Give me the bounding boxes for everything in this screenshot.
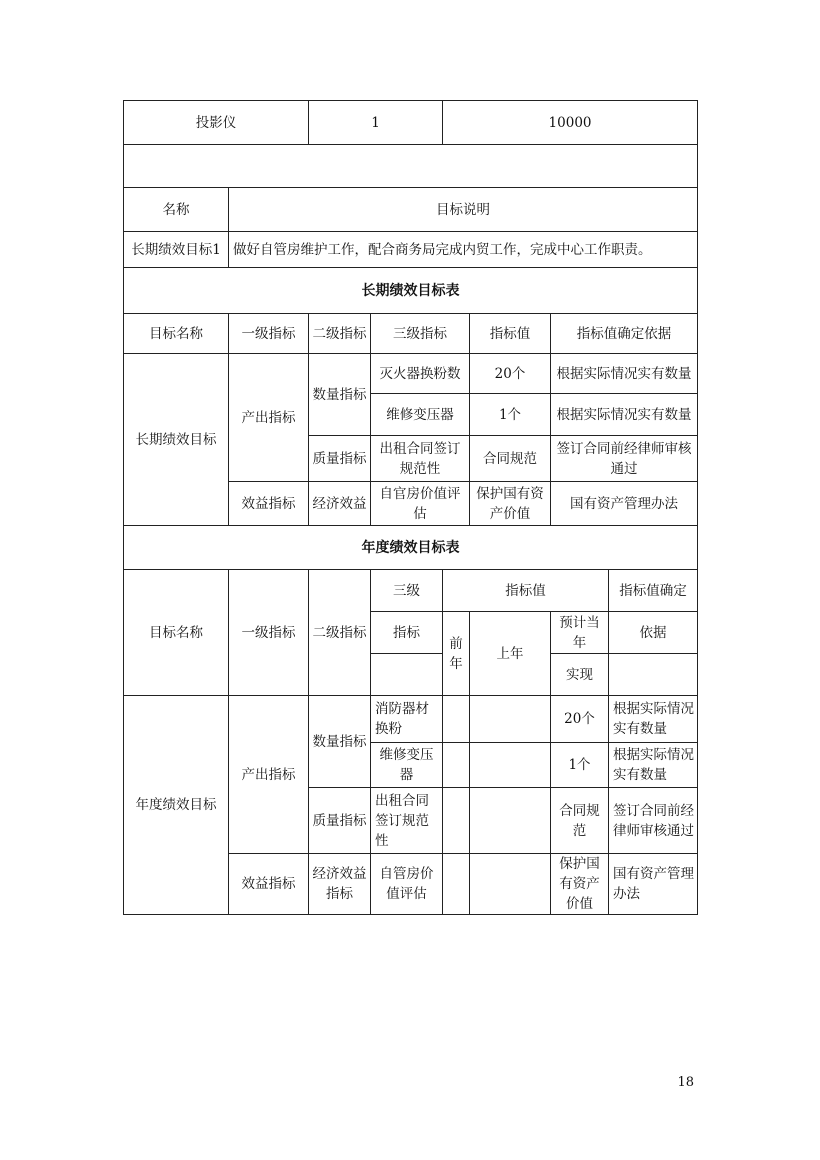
an-header-expected-bottom: 实现 [551, 654, 609, 696]
an-output-indicator: 产出指标 [229, 696, 309, 854]
lt-quantity-indicator: 数量指标 [309, 354, 371, 436]
an-header-level3-blank [371, 654, 443, 696]
page-number: 18 [677, 1075, 694, 1090]
an-header-prev-year: 前年 [443, 612, 470, 696]
lt-row4-value: 保护国有资产价值 [470, 482, 551, 526]
an-row4-expected: 保护国有资产价值 [551, 854, 609, 915]
item-qty-cell: 1 [309, 101, 443, 145]
lt-header-basis: 指标值确定依据 [551, 314, 698, 354]
an-header-level3-mid: 指标 [371, 612, 443, 654]
an-header-level2: 二级指标 [309, 570, 371, 696]
an-benefit-indicator: 效益指标 [229, 854, 309, 915]
lt-header-level3: 三级指标 [371, 314, 470, 354]
an-header-target: 目标名称 [124, 570, 229, 696]
an-header-last-year: 上年 [470, 612, 551, 696]
an-row1-prev [443, 696, 470, 743]
lt-row1-value: 20个 [470, 354, 551, 394]
an-header-value: 指标值 [443, 570, 609, 612]
an-header-level3-top: 三级 [371, 570, 443, 612]
an-row3-level3: 出租合同签订规范性 [371, 788, 443, 854]
an-row2-prev [443, 743, 470, 788]
an-row1-expected: 20个 [551, 696, 609, 743]
an-target-name: 年度绩效目标 [124, 696, 229, 915]
an-row1-basis: 根据实际情况实有数量 [609, 696, 698, 743]
lt-header-level1: 一级指标 [229, 314, 309, 354]
an-row3-expected: 合同规范 [551, 788, 609, 854]
annual-table-title: 年度绩效目标表 [124, 526, 698, 570]
lt-row2-level3: 维修变压器 [371, 394, 470, 436]
an-row2-expected: 1个 [551, 743, 609, 788]
lt-header-level2: 二级指标 [309, 314, 371, 354]
lt-row3-basis: 签订合同前经律师审核通过 [551, 436, 698, 482]
lt-row1-basis: 根据实际情况实有数量 [551, 354, 698, 394]
an-header-expected-top: 预计当年 [551, 612, 609, 654]
lt-row2-basis: 根据实际情况实有数量 [551, 394, 698, 436]
lt-row3-level3: 出租合同签订规范性 [371, 436, 470, 482]
an-header-level1: 一级指标 [229, 570, 309, 696]
lt-benefit-indicator: 效益指标 [229, 482, 309, 526]
lt-economic-indicator: 经济效益 [309, 482, 371, 526]
lt-row4-basis: 国有资产管理办法 [551, 482, 698, 526]
lt-target-name: 长期绩效目标 [124, 354, 229, 526]
an-row4-last [470, 854, 551, 915]
an-quality-indicator: 质量指标 [309, 788, 371, 854]
long-term-table-title: 长期绩效目标表 [124, 268, 698, 314]
an-row1-level3: 消防器材换粉 [371, 696, 443, 743]
lt-row4-level3: 自官房价值评估 [371, 482, 470, 526]
an-quantity-indicator: 数量指标 [309, 696, 371, 788]
name-header-cell: 名称 [124, 188, 229, 232]
an-row4-basis: 国有资产管理办法 [609, 854, 698, 915]
lt-header-value: 指标值 [470, 314, 551, 354]
an-row2-level3: 维修变压器 [371, 743, 443, 788]
budget-performance-table [123, 100, 698, 915]
an-economic-indicator: 经济效益指标 [309, 854, 371, 915]
lt-row2-value: 1个 [470, 394, 551, 436]
lt-row3-value: 合同规范 [470, 436, 551, 482]
lt-header-target: 目标名称 [124, 314, 229, 354]
an-header-basis-mid: 依据 [609, 612, 698, 654]
item-amount-cell: 10000 [443, 101, 698, 145]
an-row4-prev [443, 854, 470, 915]
blank-row-cell [124, 145, 698, 188]
an-header-basis-top: 指标值确定 [609, 570, 698, 612]
long-goal-label-cell: 长期绩效目标1 [124, 232, 229, 268]
goal-desc-header-cell: 目标说明 [229, 188, 698, 232]
long-goal-text-cell: 做好自管房维护工作，配合商务局完成内贸工作，完成中心工作职责。 [229, 232, 698, 268]
an-row3-last [470, 788, 551, 854]
an-row3-basis: 签订合同前经律师审核通过 [609, 788, 698, 854]
an-row2-basis: 根据实际情况实有数量 [609, 743, 698, 788]
an-row4-level3: 自管房价值评估 [371, 854, 443, 915]
item-name-cell: 投影仪 [124, 101, 309, 145]
lt-row1-level3: 灭火器换粉数 [371, 354, 470, 394]
lt-quality-indicator: 质量指标 [309, 436, 371, 482]
an-row1-last [470, 696, 551, 743]
an-header-basis-blank [609, 654, 698, 696]
an-row2-last [470, 743, 551, 788]
an-row3-prev [443, 788, 470, 854]
lt-output-indicator: 产出指标 [229, 354, 309, 482]
